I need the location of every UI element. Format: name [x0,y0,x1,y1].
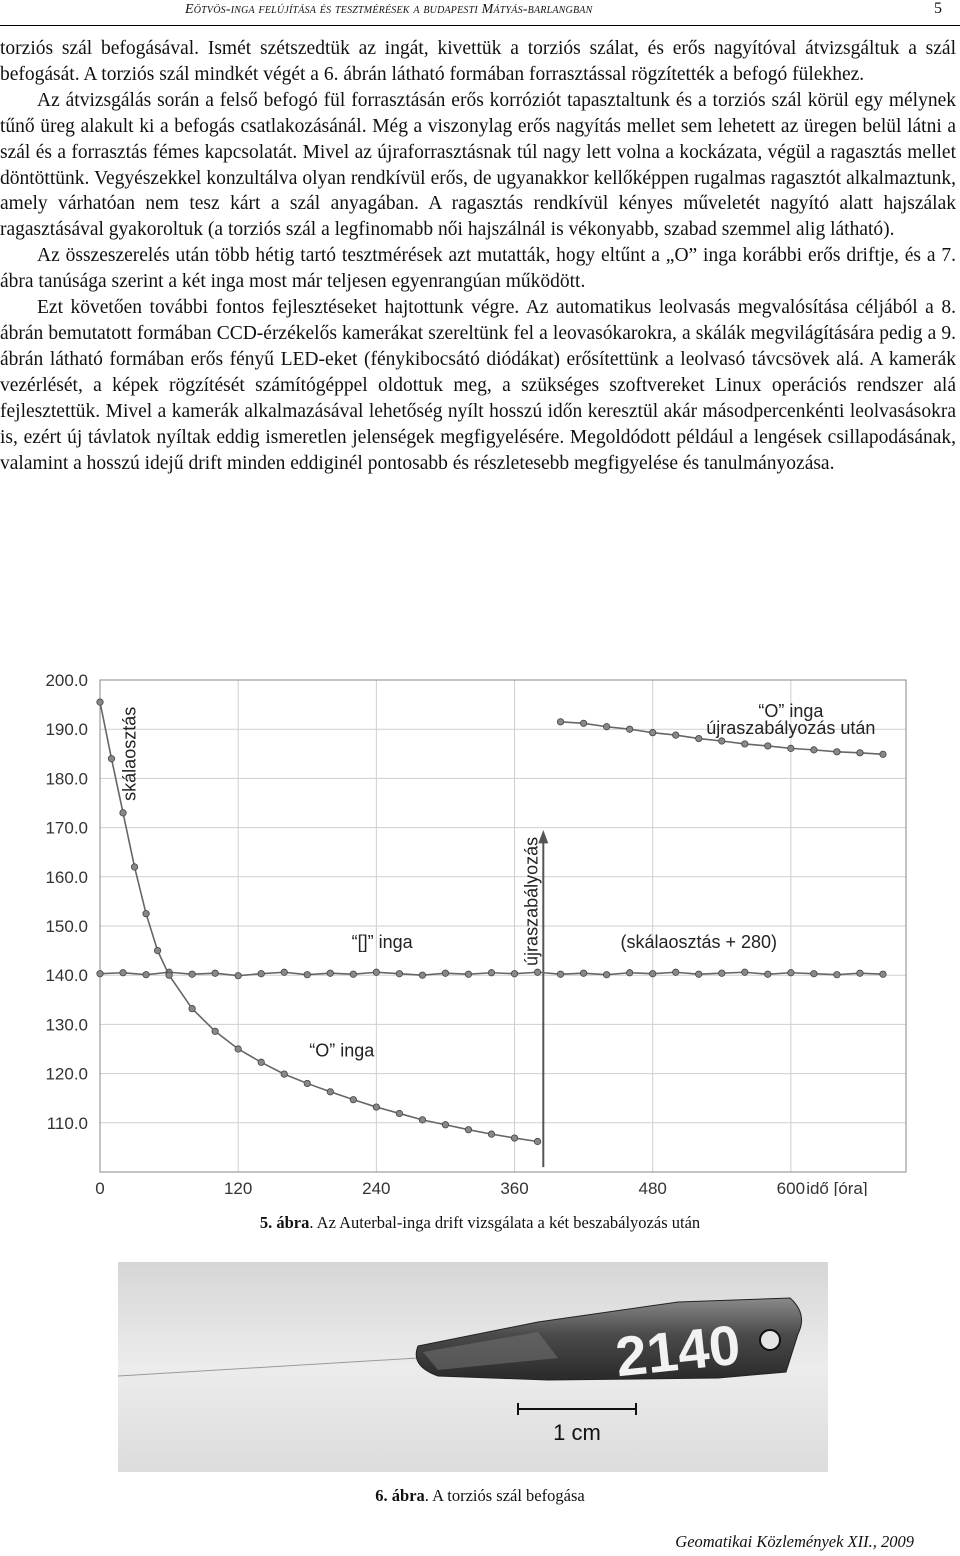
data-point [557,971,563,977]
y-tick-label: 120.0 [45,1064,88,1084]
data-point [281,969,287,975]
y-tick-label: 140.0 [45,966,88,986]
data-point [131,864,137,870]
data-point [120,970,126,976]
data-point [603,724,609,730]
chart-annotation: újraszabályozás után [706,718,876,739]
data-point [788,745,794,751]
data-point [626,970,632,976]
data-point [465,971,471,977]
data-point [120,810,126,816]
data-point [857,970,863,976]
figure-6-caption-number: 6. ábra [375,1486,425,1505]
data-point [258,1059,264,1065]
engraved-number: 2140 [612,1312,744,1389]
header-rule [0,25,960,26]
running-header [0,0,960,30]
chart-annotation: “O” inga [758,700,824,721]
data-point [143,911,149,917]
data-point [304,1080,310,1086]
chart-background [38,662,922,1196]
data-point [189,971,195,977]
chart-annotation: “[]” inga [351,932,413,953]
data-point [880,751,886,757]
data-point [626,726,632,732]
chart-annotation: (skálaosztás + 280) [620,932,778,953]
data-point [108,756,114,762]
data-point [696,971,702,977]
y-tick-label: 130.0 [45,1015,88,1035]
data-point [166,972,172,978]
x-tick-label: 120 [223,1179,253,1196]
data-point [143,972,149,978]
paragraph: torziós szál befogásával. Ismét szétszedtük az ingát, kivettük a torziós szálat, és erős nagyítóval átvizsgáltuk a szál befogását. A torziós szál mindkét végét a 6. ábrán látható formában forrasztással rögzítették a befogó fülekhez. [0,38,956,85]
y-tick-label: 200.0 [45,671,88,690]
y-tick-label: 160.0 [45,867,88,887]
data-point [327,1089,333,1095]
data-point [880,971,886,977]
data-point [235,1046,241,1052]
data-point [350,971,356,977]
data-point [580,720,586,726]
data-point [673,969,679,975]
data-point [442,1122,448,1128]
data-point [696,735,702,741]
data-point [189,1005,195,1011]
data-point [511,971,517,977]
paragraph: Az összeszerelés után több hétig tartó tesztmérések azt mutatták, hogy eltűnt a „O” inga korábbi erős driftje, és a 7. ábra tanúsága szerint a két inga most már teljesen egyenrangúan működött. [0,245,956,293]
data-point [580,970,586,976]
x-tick-label: 0 [95,1179,105,1196]
data-point [212,970,218,976]
data-point [534,1138,540,1144]
data-point [765,971,771,977]
figure-6-photo [118,1262,828,1472]
data-point [488,970,494,976]
page-number: 5 [934,0,942,17]
data-point [373,1104,379,1110]
x-tick-label: 600 [776,1179,806,1196]
data-point [742,969,748,975]
data-point [788,970,794,976]
x-axis-label: idő [óra] [806,1179,868,1196]
chart-annotation: újraszabályozás [521,836,542,966]
data-point [557,719,563,725]
fiber-clamp-photo [118,1262,828,1472]
y-tick-label: 180.0 [45,769,88,789]
x-tick-label: 360 [500,1179,529,1196]
data-point [396,971,402,977]
data-point [719,970,725,976]
footer-journal: Geomatikai Közlemények XII., 2009 [675,1532,914,1551]
chart-annotation: skálaosztás [119,706,140,801]
figure-5-drift-chart [38,662,922,1196]
data-point [765,743,771,749]
figure-5-caption-number: 5. ábra [259,1213,310,1232]
chart-annotation: “O” inga [309,1040,375,1061]
paragraph: Ezt követően további fontos fejlesztéseket hajtottunk végre. Az automatikus leolvasás megvalósítása céljából a 8. ábrán bemutatott formában CCD-érzékelős kamerákat szereltünk fel a leovasókarokra, a skálák megvilágítására pedig a 9. ábrán látható formában erős fényű LED-eket (fénykibocsátó diódákat) erősítettünk a leolvasó távcsövek alá. A kamerák vezérlését, a képek rögzítését számítógéppel oldottuk meg, a szükséges szoftvereket Linux operációs rendszer alá fejlesztettük. Mivel a kamerák alkalmazásával lehetőség nyílt hosszú időn keresztül akár másodpercenkénti leolvasásokra is, ezért új távlatok nyíltak eddig ismeretlen jelenségek megfigyelésére. Megoldódott például a lengések csillapodásának, valamint a hosszú idejű drift minden eddiginél pontosabb és részletesebb megfigyelése és tanulmányozása. [0,297,956,474]
figure-5-caption-text: . Az Auterbal-inga drift vizsgálata a két beszabályozás után [309,1213,701,1232]
data-point [488,1131,494,1137]
scale-bar-label: 1 cm [553,1420,601,1445]
data-point [649,729,655,735]
data-point [373,969,379,975]
data-point [834,972,840,978]
paragraph: Az átvizsgálás során a felső befogó fül forrasztásán erős korróziót tapasztaltunk és a torziós szál körül egy mélynek tűnő üreg alakult ki a befogás csatlakozásánál. Még a viszonylag erős nagyítás mellet sem lehetett az üregen belül látni a szál és a forrasztás fémes kapcsolatát. Mivel az újraforrasztásnak túl nagy lett volna a kockázata, végül a ragasztás mellet döntöttünk. Vegyészekkel konzultálva olyan rendkívül erős, de ugyanakkor kellőképpen rugalmas ragasztót alkalmaztunk, amely várhatóan nem tesz kárt a szál anyagában. A ragasztás rendkívül kényes műveletét nagyító alatt hajszálak ragasztásával gyakoroltuk (a torziós szál a legfinomabb női hajszálnál is vékonyabb, szabad szemmel alig látható). [0,89,956,241]
data-point [97,699,103,705]
y-tick-label: 170.0 [45,818,88,838]
data-point [419,1117,425,1123]
x-tick-label: 240 [362,1179,391,1196]
drift-chart-svg [38,662,922,1196]
data-point [154,947,160,953]
figure-6-caption-text: . A torziós szál befogása [424,1486,585,1505]
data-point [304,972,310,978]
body-text [0,36,956,476]
x-tick-label: 480 [638,1179,667,1196]
data-point [258,971,264,977]
data-point [396,1110,402,1116]
data-point [834,749,840,755]
data-point [603,972,609,978]
data-point [534,969,540,975]
data-point [719,738,725,744]
running-header-title: Eötvös-inga felújítása és tesztmérések a budapesti Mátyás-barlangban [185,2,593,17]
figure-6-caption [0,1486,960,1506]
data-point [281,1071,287,1077]
mounting-hole [760,1330,780,1350]
data-point [511,1135,517,1141]
data-point [235,972,241,978]
data-point [465,1126,471,1132]
data-point [350,1096,356,1102]
data-point [212,1028,218,1034]
figure-5-caption [0,1213,960,1233]
data-point [857,750,863,756]
data-point [327,970,333,976]
y-tick-label: 110.0 [46,1113,88,1133]
data-point [97,971,103,977]
data-point [649,971,655,977]
data-point [419,972,425,978]
data-point [811,971,817,977]
y-tick-label: 190.0 [45,720,88,740]
data-point [673,732,679,738]
data-point [742,741,748,747]
data-point [442,970,448,976]
data-point [811,747,817,753]
y-tick-label: 150.0 [45,917,88,936]
